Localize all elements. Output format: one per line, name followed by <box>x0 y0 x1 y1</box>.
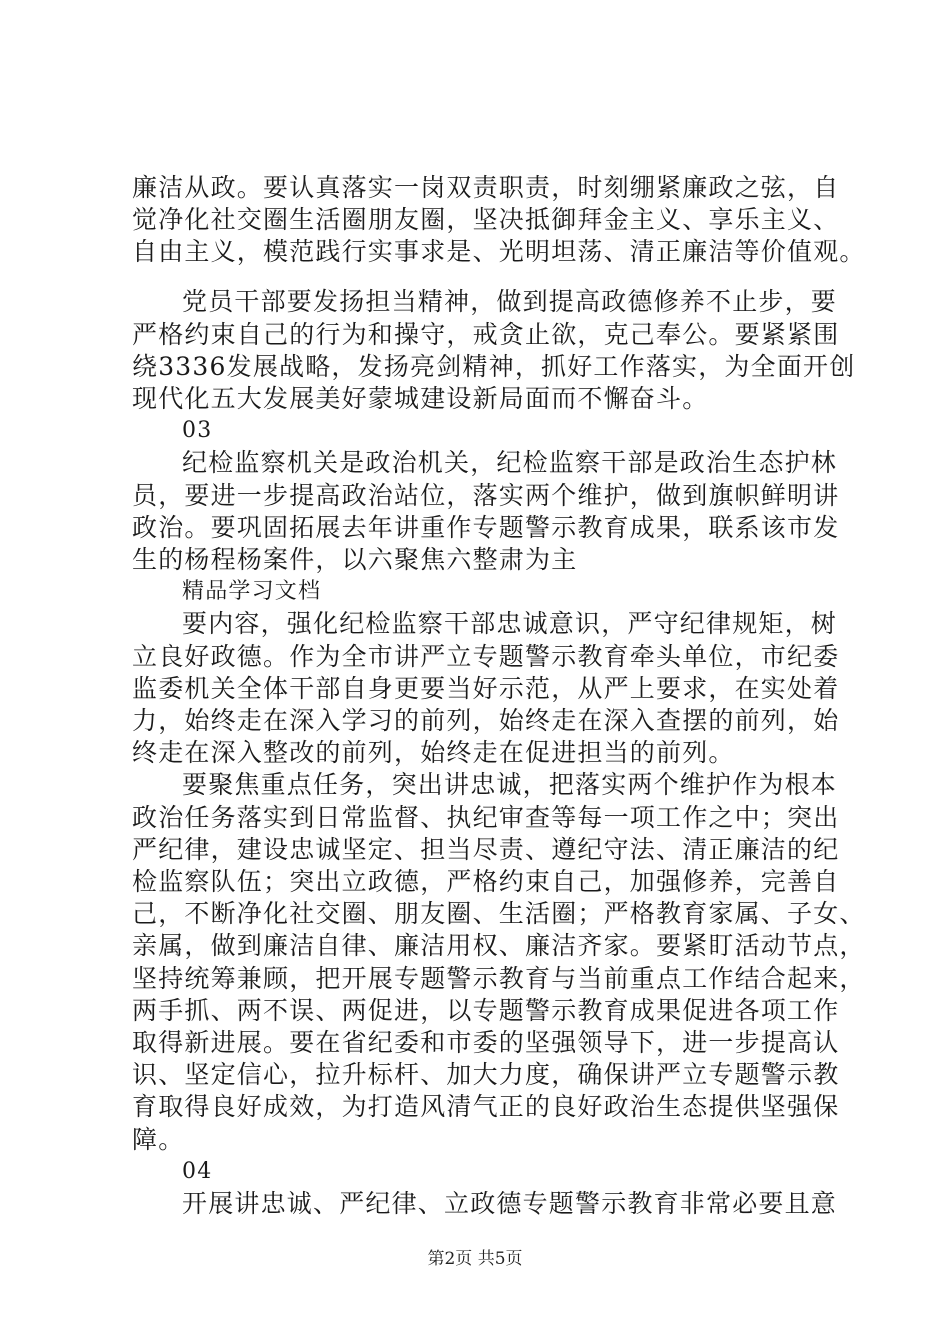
text-line: 要聚焦重点任务，突出讲忠诚，把落实两个维护作为根本 <box>182 770 838 800</box>
text-line: 纪检监察机关是政治机关，纪检监察干部是政治生态护林 <box>182 448 838 478</box>
text-line: 两手抓、两不误、两促进，以专题警示教育成果促进各项工作 <box>132 995 840 1025</box>
text-line: 生的杨程杨案件，以六聚焦六整肃为主 <box>132 545 578 574</box>
watermark-label: 精品学习文档 <box>182 579 322 605</box>
text-line: 政治任务落实到日常监督、执纪审查等每一项工作之中；突出 <box>132 802 840 832</box>
text-line: 员，要进一步提高政治站位，落实两个维护，做到旗帜鲜明讲 <box>132 480 840 510</box>
text-line: 绕3336发展战略，发扬亮剑精神，抓好工作落实，为全面开创 <box>132 351 856 381</box>
text-line: 严纪律，建设忠诚坚定、担当尽责、遵纪守法、清正廉洁的纪 <box>132 834 840 864</box>
text-line: 要内容，强化纪检监察干部忠诚意识，严守纪律规矩，树 <box>182 609 838 639</box>
text-line: 坚持统筹兼顾，把开展专题警示教育与当前重点工作结合起来， <box>132 963 866 993</box>
text-line: 政治。要巩固拓展去年讲重作专题警示教育成果，联系该市发 <box>132 512 840 542</box>
text-line: 廉洁从政。要认真落实一岗双责职责，时刻绷紧廉政之弦，自 <box>132 173 840 202</box>
text-line: 严格约束自己的行为和操守，戒贪止欲，克己奉公。要紧紧围 <box>132 319 840 349</box>
text-line: 取得新进展。要在省纪委和市委的坚强领导下，进一步提高认 <box>132 1028 840 1057</box>
text-line: 亲属，做到廉洁自律、廉洁用权、廉洁齐家。要紧盯活动节点， <box>132 931 866 961</box>
text-line: 力，始终走在深入学习的前列，始终走在深入查摆的前列，始 <box>132 706 840 735</box>
section-number: 04 <box>182 1158 213 1184</box>
text-line: 障。 <box>132 1124 185 1154</box>
text-line: 立良好政德。作为全市讲严立专题警示教育牵头单位，市纪委 <box>132 641 840 671</box>
text-line: 检监察队伍；突出立政德，严格约束自己，加强修养，完善自 <box>132 867 840 896</box>
text-line: 识、坚定信心，拉升标杆、加大力度，确保讲严立专题警示教 <box>132 1060 840 1090</box>
text-line: 己，不断净化社交圈、朋友圈、生活圈；严格教育家属、子女、 <box>132 899 866 929</box>
text-line: 党员干部要发扬担当精神，做到提高政德修养不止步，要 <box>182 287 838 317</box>
text-line: 育取得良好成效，为打造风清气正的良好政治生态提供坚强保 <box>132 1092 840 1122</box>
text-line: 现代化五大发展美好蒙城建设新局面而不懈奋斗。 <box>132 384 709 413</box>
text-line: 终走在深入整改的前列，始终走在促进担当的前列。 <box>132 738 735 768</box>
section-number: 03 <box>182 418 213 444</box>
page-footer: 第2页 共5页 <box>427 1249 523 1269</box>
text-line: 监委机关全体干部自身更要当好示范，从严上要求，在实处着 <box>132 673 840 703</box>
text-line: 开展讲忠诚、严纪律、立政德专题警示教育非常必要且意 <box>182 1189 838 1218</box>
text-line: 觉净化社交圈生活圈朋友圈，坚决抵御拜金主义、享乐主义、 <box>132 205 840 235</box>
text-line: 自由主义，模范践行实事求是、光明坦荡、清正廉洁等价值观。 <box>132 237 866 267</box>
